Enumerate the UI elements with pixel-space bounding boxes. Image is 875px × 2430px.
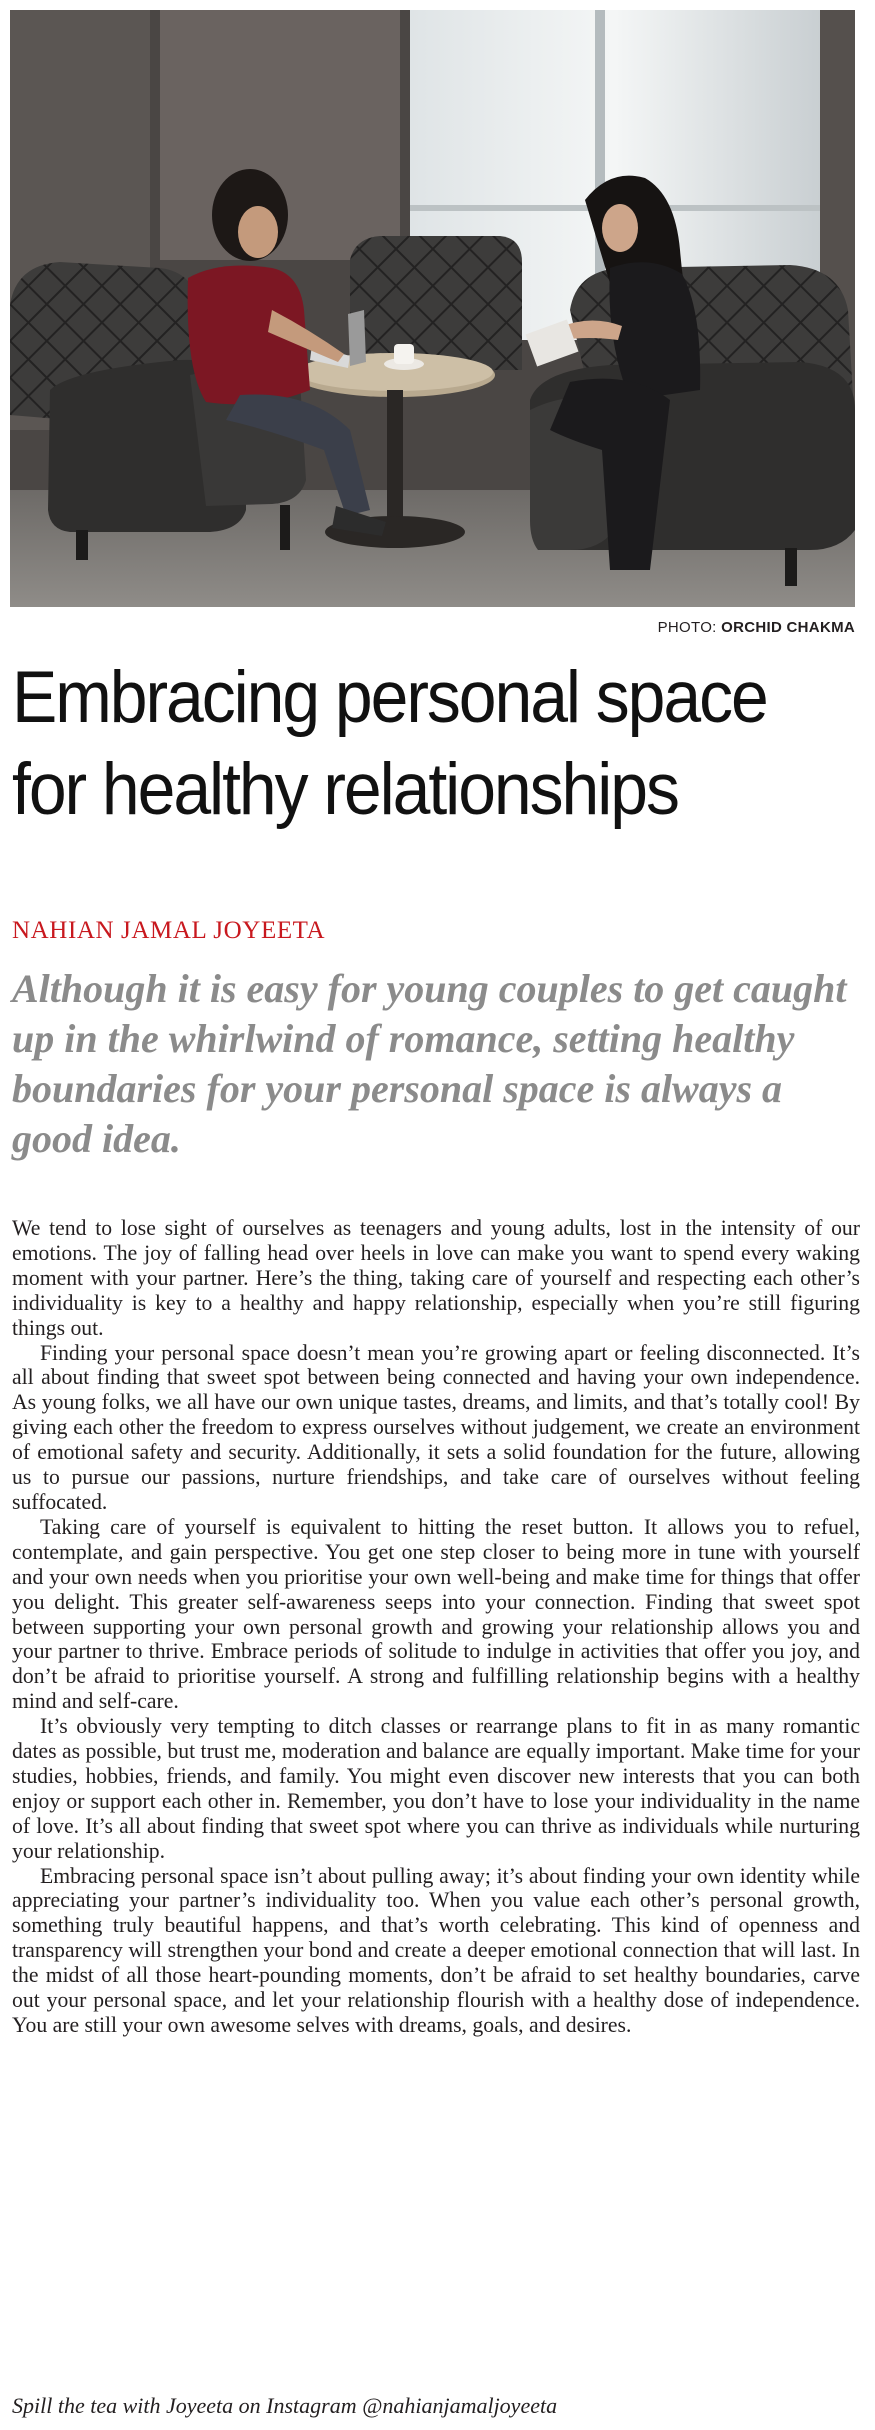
body-paragraph: It’s obviously very tempting to ditch classes or rearrange plans to fit in as many romantic dates as possible, but trust me, moderation and balance are equally important. Make time for your studies, hobbies, friends, and family. You might even discover new interests that you can both enjoy or support each other in. Remember, you don’t have to lose your individuality in the name of love. It’s all about finding that sweet spot where you can thrive as individuals while nurturing your relationship.	[12, 1714, 860, 1863]
article-photo	[10, 10, 855, 607]
article-byline: NAHIAN JAMAL JOYEETA	[12, 917, 326, 944]
article-body	[12, 1216, 860, 2038]
body-paragraph: Finding your personal space doesn’t mean you’re growing apart or feeling disconnected. It’s all about finding that sweet spot between being connected and having your own independence. As young folks, we all have our own unique tastes, dreams, and limits, and that’s totally cool! By giving each other the freedom to express ourselves without judgement, we create an environment of emotional safety and security. Additionally, it sets a solid foundation for the future, allowing us to pursue our passions, nurture friendships, and take care of ourselves without feeling suffocated.	[12, 1340, 860, 1514]
body-paragraph: Embracing personal space isn’t about pulling away; it’s about finding your own identity while appreciating your partner’s individuality too. When you value each other’s personal growth, something truly beautiful happens, and that’s worth celebrating. This kind of openness and transparency will strengthen your bond and create a deeper emotional connection that will last. In the midst of all those heart-pounding moments, don’t be afraid to set healthy boundaries, carve out your personal space, and let your relationship flourish with a healthy dose of independence. You are still your own awesome selves with dreams, goals, and desires.	[12, 1863, 860, 2037]
cafe-scene-illustration	[10, 10, 855, 607]
article-headline: Embracing personal space for healthy relationships	[12, 657, 767, 830]
body-paragraph: We tend to lose sight of ourselves as teenagers and young adults, lost in the intensity of our emotions. The joy of falling head over heels in love can make you want to spend every waking moment with your partner. Here’s the thing, taking care of yourself and respecting each other’s individuality is key to a healthy and happy relationship, especially when you’re still figuring things out.	[12, 1216, 860, 1340]
photo-credit-label: PHOTO:	[657, 619, 717, 636]
body-paragraph: Taking care of yourself is equivalent to hitting the reset button. It allows you to refuel, contemplate, and gain perspective. You get one step closer to being more in tune with yourself and your own needs when you prioritise your own well-being and make time for things that offer you delight. This greater self-awareness seeps into your connection. Finding that sweet spot between supporting your own personal growth and growing your relationship allows you and your partner to thrive. Embrace periods of solitude to indulge in activities that offer you joy, and don’t be afraid to prioritise yourself. A strong and fulfilling relationship begins with a healthy mind and self-care.	[12, 1514, 860, 1714]
photo-credit	[658, 619, 855, 636]
author-signoff: Spill the tea with Joyeeta on Instagram @nahianjamaljoyeeta	[12, 2393, 558, 2418]
article-standfirst: Although it is easy for young couples to get caught up in the whirlwind of romance, setting healthy boundaries for your personal space is always a good idea.	[12, 966, 847, 1161]
photo-credit-name: ORCHID CHAKMA	[721, 619, 855, 636]
